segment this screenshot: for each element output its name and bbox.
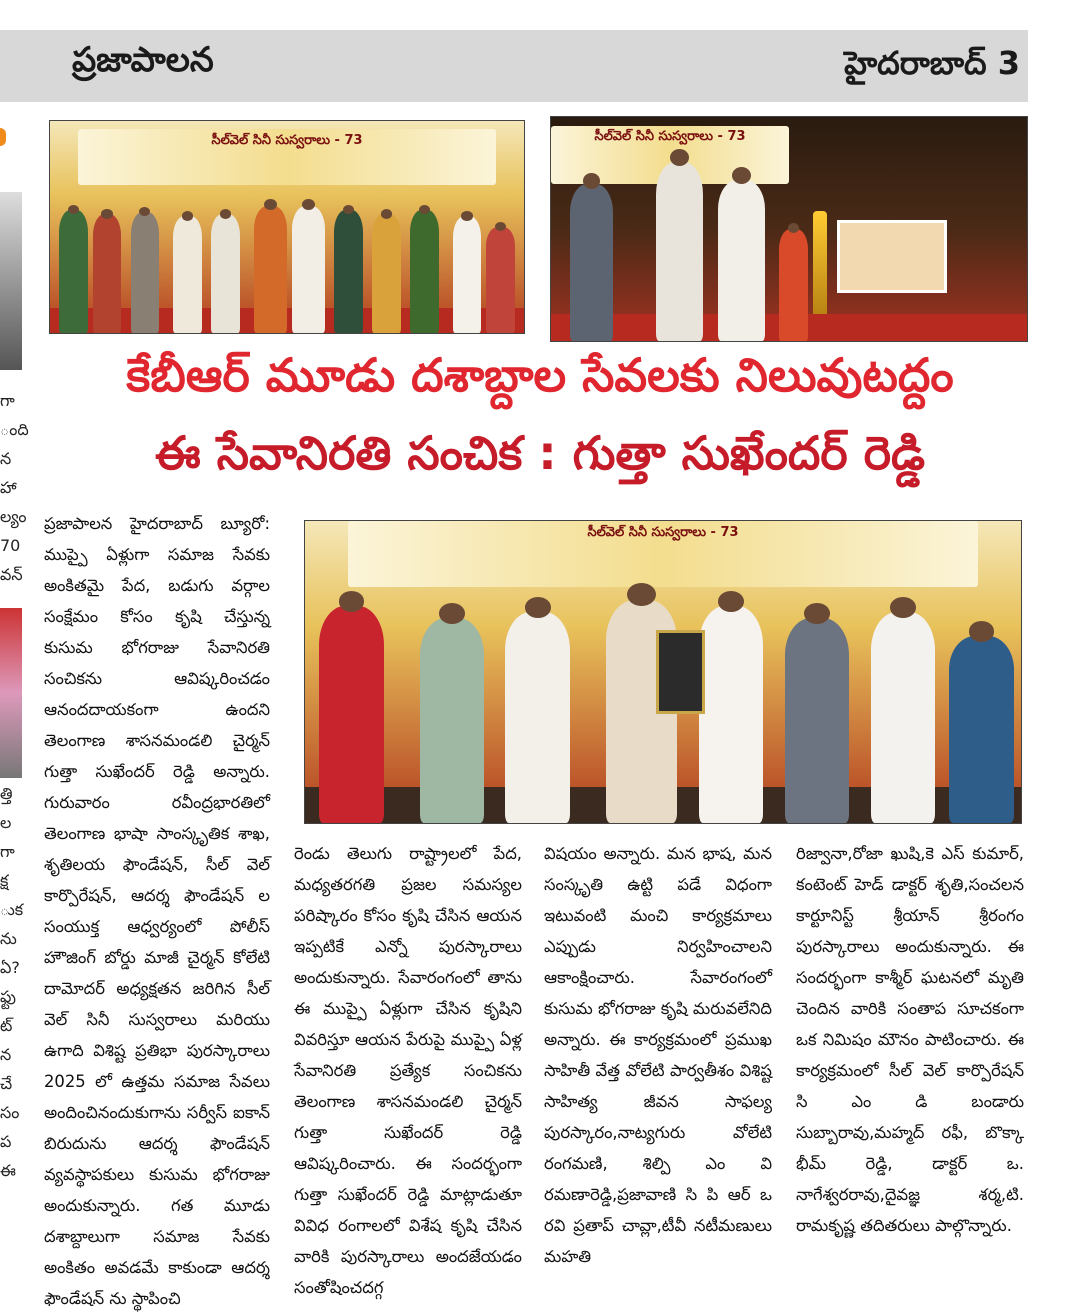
article-column-4: రిజ్వానా,రోజా ఖుషి,కె ఎస్ కుమార్, కంటెంట్ హెడ్ డాక్టర్ శృతి,సంచలన కార్టూనిస్ట్ శ్రీయాన్ శ్రీరంగం పురస్కారాలు అందుకున్నారు. ఈ సందర్భంగా కాశ్మీర్ ఘటనలో మృతి చెందిన వారికి సంతాప సూచకంగా ఒక నిమిషం మౌనం పాటించారు. ఈ కార్యక్రమంలో సీల్ వెల్ కార్పొరేషన్ సి ఎం డి బండారు సుబ్బారావు,మహ్మద్ రఫీ, బొక్కా భీమ్ రెడ్డి, డాక్టర్ ఒ. నాగేశ్వరరావు,దైవజ్ఞ శర్మ,టి. రామకృష్ణ తదితరులు పాల్గొన్నారు. — [796, 844, 1024, 1235]
person-figure — [131, 212, 159, 333]
photo-service-icon-award — [304, 520, 1022, 824]
person-figure — [871, 612, 935, 823]
edge-text-fragment: సం — [0, 1103, 20, 1122]
edge-text-fragment: ఏ? — [0, 958, 20, 977]
person-figure — [486, 227, 514, 333]
edge-text-fragment: క్ష — [0, 871, 9, 890]
edge-text-fragment: ల్యం — [0, 507, 27, 526]
stage-banner: సీల్‌వెల్ సినీ సుస్వరాలు - 73 — [551, 126, 789, 184]
person-figure — [254, 206, 287, 333]
edition-page-label: హైదరాబాద్ 3 — [844, 44, 1020, 82]
edge-text-fragment: ప — [0, 1132, 12, 1151]
person-figure — [292, 206, 325, 333]
person-figure — [949, 636, 1013, 823]
person-head — [302, 199, 315, 210]
edge-photo-top — [0, 192, 22, 370]
person-head — [439, 603, 465, 624]
stage-banner: సీల్‌వెల్ సినీ సుస్వరాలు - 73 — [78, 129, 495, 184]
article-column-3: విషయం అన్నారు. మన భాష, మన సంస్కృతి ఉట్టి పడే విధంగా ఇటువంటి మంచి కార్యక్రమాలు ఎప్పుడు నిర్వహించాలని ఆకాంక్షించారు. సేవారంగంలో కుసుమ భోగరాజు కృషి మరువలేనిది అన్నారు. ఈ కార్యక్రమంలో ప్రముఖ సాహితీ వేత్త వోలేటి పార్వతీశం విశిష్ట సాహిత్య జీవన సాఫల్య పురస్కారం,నాట్యగురు వోలేటి రంగమణి, శిల్పి ఎం వి రమణారెడ్డి,ప్రజావాణి సి పి ఆర్ ఒ రవి ప్రతాప్ చావ్లా,టీవీ నటీమణులు మహతి — [544, 844, 772, 1266]
edge-text-fragment: హా — [0, 478, 17, 497]
person-figure — [570, 184, 613, 341]
person-head — [627, 583, 656, 606]
person-head — [461, 211, 472, 221]
person-figure — [699, 606, 763, 823]
person-head — [220, 209, 231, 219]
edge-text-fragment: ంది — [0, 420, 29, 439]
edge-text-fragment: ల — [0, 813, 12, 832]
stage-banner: సీల్‌వెల్ సినీ సుస్వరాలు - 73 — [348, 521, 978, 587]
person-head — [495, 222, 506, 232]
person-figure — [173, 216, 201, 333]
newspaper-name: ప్రజాపాలన — [72, 40, 214, 80]
person-head — [583, 173, 600, 188]
person-figure — [505, 612, 569, 823]
edge-text-fragment: ట్ — [0, 1016, 13, 1035]
edge-text-fragment: త్తి — [0, 784, 13, 803]
person-head — [182, 211, 193, 221]
person-figure — [93, 214, 121, 333]
headline-line-1: కేబీఆర్ మూడు దశాబ్దాల సేవలకు నిలువుటద్దం — [126, 348, 954, 402]
person-figure — [372, 214, 400, 333]
headline-line-2: ఈ సేవానిరతి సంచిక : గుత్తా సుఖేందర్ రెడ్డి — [154, 426, 926, 480]
person-head — [718, 591, 744, 612]
person-figure — [718, 180, 766, 341]
person-figure — [785, 618, 849, 823]
person-figure — [779, 229, 808, 341]
person-figure — [420, 618, 484, 823]
article-column-1: ప్రజాపాలన హైదరాబాద్ బ్యూరో: ముప్పై ఏళ్లుగా సమాజ సేవకు అంకితమై పేద, బడుగు వర్గాల సంక్షేమం కోసం కృషి చేస్తున్న కుసుమ భోగరాజు సేవానిరతి సంచికను ఆవిష్కరించడం ఆనందదాయకంగా ఉందని తెలంగాణ శాసనమండలి చైర్మన్ గుత్తా సుఖేందర్ రెడ్డి అన్నారు. గురువారం రవీంద్రభారతిలో తెలంగాణ భాషా సాంస్కృతిక శాఖ, శృతిలయ ఫౌండేషన్, సీల్ వెల్ కార్పొరేషన్, ఆదర్శ ఫౌండేషన్ ల సంయుక్త ఆధ్వర్యంలో పోలీస్ హౌజింగ్ బోర్డు మాజీ చైర్మన్ కోలేటి దామోదర్ అధ్యక్షతన జరిగిన సీల్ వెల్ సినీ సుస్వరాలు మరియు ఉగాది విశిష్ట ప్రతిభా పురస్కారాలు 2025 లో ఉత్తమ సమాజ సేవలు అందించినందుకుగాను సర్వీస్ ఐకాన్ బిరుదును ఆదర్శ ఫౌండేషన్ వ్యవస్థాపకులు కుసుమ భోగరాజు అందుకున్నారు. గత మూడు దశాబ్దాలుగా సమాజ సేవకు అంకితం అవడమే కాకుండా ఆదర్శ ఫౌండేషన్ ను స్థాపించి — [44, 514, 270, 1308]
edge-text-fragment: ను — [0, 929, 17, 948]
edge-text-fragment: ఫ్టు — [0, 987, 16, 1006]
person-figure — [656, 162, 704, 341]
edge-text-column — [0, 386, 29, 1185]
edge-text-fragment: 70 — [0, 536, 21, 555]
photo-award-felicitation — [49, 120, 525, 334]
person-head — [525, 597, 551, 618]
person-head — [804, 603, 830, 624]
person-figure — [410, 210, 438, 333]
person-figure — [211, 214, 239, 333]
person-head — [890, 597, 916, 618]
edge-text-fragment: చే — [0, 1074, 13, 1093]
person-figure — [59, 210, 87, 333]
person-head — [339, 591, 365, 612]
article-column-2: రెండు తెలుగు రాష్ట్రాలలో పేద, మధ్యతరగతి ప్రజల సమస్యల పరిష్కారం కోసం కృషి చేసిన ఆయన ఇప్పటికే ఎన్నో పురస్కారాలు అందుకున్నారు. సేవారంగంలో తాను ఈ ముప్పై ఏళ్లుగా చేసిన కృషిని వివరిస్తూ ఆయన పేరుపై ముప్పై ఏళ్ల సేవానిరతి ప్రత్యేక సంచికను తెలంగాణ శాసనమండలి చైర్మన్ గుత్తా సుఖేందర్ రెడ్డి ఆవిష్కరించారు. ఈ సందర్భంగా గుత్తా సుఖేందర్ రెడ్డి మాట్లాడుతూ వివిధ రంగాలలో విశేష కృషి చేసిన వారికి పురస్కారాలు అందజేయడం సంతోషించదగ్గ — [294, 844, 522, 1297]
edge-text-fragment: న — [0, 1045, 12, 1064]
orange-dot-icon — [0, 128, 6, 146]
person-head — [732, 167, 751, 184]
masthead — [0, 30, 1028, 102]
person-head — [264, 199, 277, 210]
photo-lamp-lighting — [550, 116, 1028, 342]
person-head — [969, 621, 995, 642]
edge-text-fragment: గా — [0, 842, 15, 861]
edge-text-fragment: గా — [0, 391, 15, 410]
person-figure — [334, 210, 362, 333]
person-figure — [319, 606, 383, 823]
person-head — [381, 209, 392, 219]
award-memento — [656, 630, 705, 715]
person-head — [101, 209, 112, 219]
edge-text-fragment: వన్ — [0, 565, 23, 584]
edge-text-fragment: ుక — [0, 900, 24, 919]
edge-text-fragment: ఈ — [0, 1161, 16, 1180]
edge-text-fragment: న — [0, 449, 12, 468]
person-figure — [453, 216, 481, 333]
